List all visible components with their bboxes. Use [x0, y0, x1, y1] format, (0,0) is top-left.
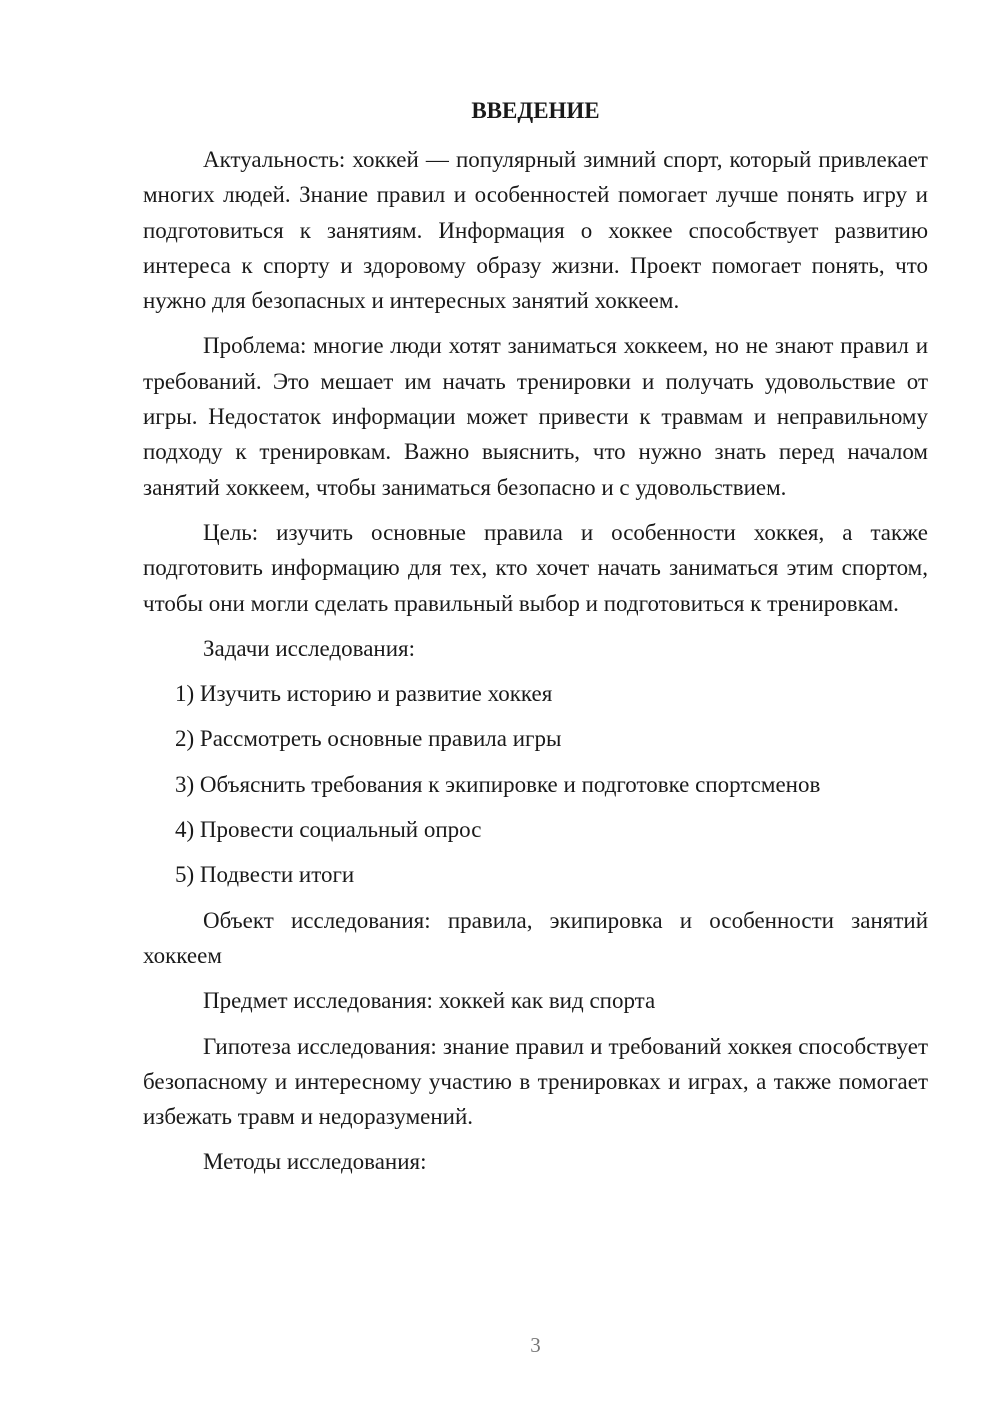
document-body	[143, 142, 928, 1190]
hypothesis-paragraph: Гипотеза исследования: знание правил и требований хоккея способствует безопасному и интересному участию в тренировках и играх, а также помогает избежать травм и недоразумений.	[143, 1033, 928, 1130]
methods-heading: Методы исследования:	[203, 1149, 427, 1175]
problem-paragraph: Проблема: многие люди хотят заниматься хоккеем, но не знают правил и требований. Это мешает им начать тренировки и получать удовольствие от игры. Недостаток информации может привести к травмам и неправильному подходу к тренировкам. Важно выяснить, что нужно знать перед началом занятий хоккеем, чтобы заниматься безопасно и с удовольствием.	[143, 333, 928, 500]
list-item: 5) Подвести итоги	[175, 862, 355, 888]
page-title: ВВЕДЕНИЕ	[471, 98, 600, 123]
list-item: 3) Объяснить требования к экипировке и подготовке спортсменов	[175, 771, 821, 797]
list-item: 2) Рассмотреть основные правила игры	[175, 726, 562, 752]
subject-paragraph: Предмет исследования: хоккей как вид спорта	[203, 988, 656, 1014]
document-page	[143, 0, 928, 1414]
list-item: 1) Изучить историю и развитие хоккея	[175, 681, 553, 707]
goal-paragraph: Цель: изучить основные правила и особенности хоккея, а также подготовить информацию для тех, кто хочет начать заниматься этим спортом, чтобы они могли сделать правильный выбор и подготовиться к тренировкам.	[143, 519, 928, 616]
object-paragraph: Объект исследования: правила, экипировка и особенности занятий хоккеем	[143, 907, 928, 968]
page-number: 3	[530, 1333, 541, 1357]
relevance-paragraph: Актуальность: хоккей — популярный зимний спорт, который привлекает многих людей. Знание правил и особенностей помогает лучше понять игру и подготовиться к занятиям. Информация о хоккее способствует развитию интереса к спорту и здоровому образу жизни. Проект помогает понять, что нужно для безопасных и интересных занятий хоккеем.	[143, 147, 928, 314]
tasks-heading: Задачи исследования:	[203, 635, 416, 661]
list-item: 4) Провести социальный опрос	[175, 817, 482, 843]
tasks-list	[143, 676, 928, 892]
